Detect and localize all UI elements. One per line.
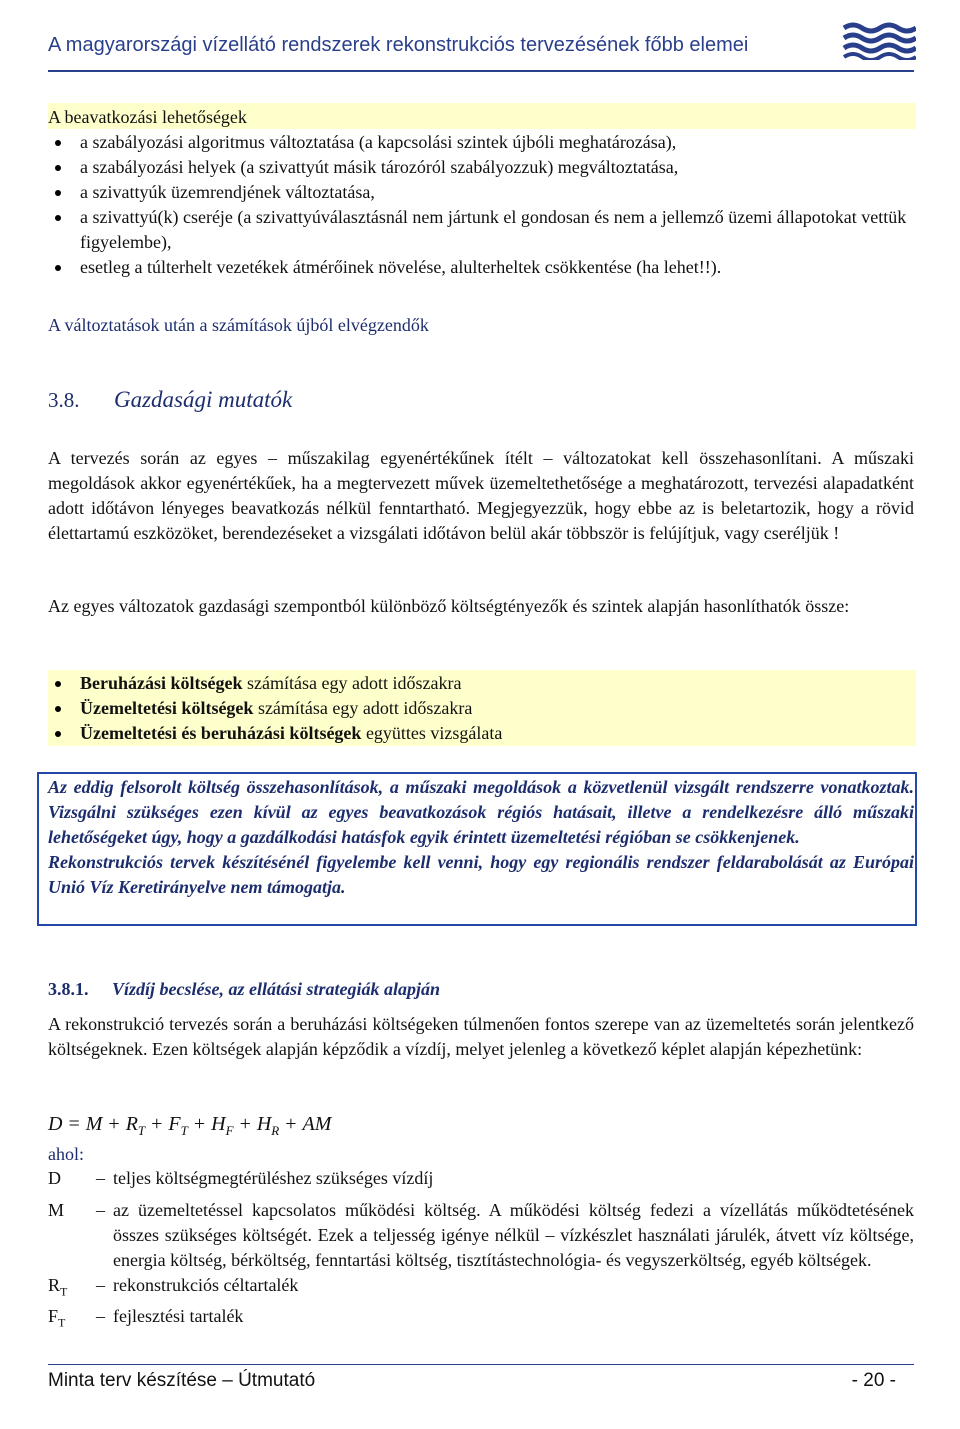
section-number: 3.8.: [48, 388, 80, 412]
list-item: Üzemeltetési és beruházási költségek együttes vizsgálata: [48, 721, 914, 746]
page-header-title: A magyarországi vízellátó rendszerek rekonstrukciós tervezésének főbb elemei: [48, 34, 749, 56]
list-item: esetleg a túlterhelt vezetékek átmérőinek növelése, alulterheltek csökkentése (ha lehet!!).: [48, 255, 914, 280]
section-paragraph-2: Az egyes változatok gazdasági szempontból különböző költségtényezők és szintek alapján hasonlíthatók össze:: [48, 596, 850, 616]
definition-row: M – az üzemeltetéssel kapcsolatos működési költség. A működési költség fedezi a vízellátás működtetésének összes szükséges költségét. Ezek a teljesség igénye nélkül – vízkészlet használati járulék, átvett víz költsége, energia költség, bérköltség, fenntartási költség, tisztítástechnológia- és vegyszerköltség, egyéb költségek.: [48, 1199, 914, 1270]
footer-title: Minta terv készítése – Útmutató: [48, 1370, 316, 1391]
section-heading: [48, 385, 292, 415]
list-item: a szabályozási helyek (a szivattyút másik tározóról szabályozzuk) megváltoztatása,: [48, 155, 914, 180]
subsection-paragraph: A rekonstrukció tervezés során a beruházási költségeken túlmenően fontos szerepe van az üzemeltetés során jelentkező költségeknek. Ezen költségek alapján képződik a vízdíj, melyet jelenleg a következő képlet alapján képezhetünk:: [48, 1014, 914, 1059]
section-paragraph-1: A tervezés során az egyes – műszakilag egyenértékűnek ítélt – változatokat kell összehasonlítani. A műszaki megoldások akkor egyenértékűek, ha a megtervezett művek üzemeltethetősége a meghatározott, tervezési alapadatként adott időtávon lényeges beavatkozás nélkül fenntartható. Megjegyezzük, hogy ebbe az is beletartozik, hogy a rövid élettartamú eszközöket, berendezéseket a vizsgálati időtávon belül akár többször is felújítjuk, vagy cseréljük !: [48, 448, 914, 543]
water-fee-formula: $D = M + R_T + F_T + H_F + H_R$ + AM: [48, 1113, 332, 1138]
list-item: a szivattyú(k) cseréje (a szivattyúválasztásnál nem jártunk el gondosan és nem a jellemző üzemi állapotokat vettük figyelembe),: [48, 205, 914, 255]
recalculation-note: A változtatások után a számítások újból elvégzendők: [48, 315, 429, 335]
list-item: a szabályozási algoritmus változtatása (a kapcsolási szintek újbóli meghatározása),: [48, 130, 914, 155]
subsection-heading: [48, 977, 440, 1002]
where-label: ahol:: [48, 1144, 84, 1164]
intervention-list: [48, 130, 914, 280]
highlight-paragraph-1: Az eddig felsorolt költség összehasonlítások, a műszaki megoldások a közvetlenül vizsgált rendszerre vonatkoztak. Vizsgálni szükséges ezen kívül az egyes beavatkozások régiós hatásait, illetve a rendelkezésre álló műszaki lehetőségeket úgy, hogy a gazdálkodási hatásfok egyik érintett üzemeltetési régióban se csökkenjenek.: [48, 777, 914, 847]
page-number: - 20 -: [851, 1370, 896, 1391]
highlight-text: [48, 775, 914, 900]
waves-logo-icon: [842, 20, 916, 60]
highlight-paragraph-2: Rekonstrukciós tervek készítésénél figyelembe kell venni, hogy egy regionális rendszer feldarabolását az Európai Unió Víz Keretirányelve nem támogatja.: [48, 852, 914, 897]
section-title: Gazdasági mutatók: [114, 387, 293, 412]
cost-list: [48, 671, 914, 746]
subsection-title: Vízdíj becslése, az ellátási strategiák alapján: [112, 979, 440, 999]
definition-list: [48, 1166, 914, 1336]
footer-divider: [48, 1364, 914, 1365]
header-divider: [48, 70, 914, 72]
definition-row: D – teljes költségmegtérüléshez szükséges vízdíj: [48, 1168, 434, 1188]
list-item: a szivattyúk üzemrendjének változtatása,: [48, 180, 914, 205]
definition-row: $F_T$ – fejlesztési tartalék: [48, 1306, 244, 1330]
subsection-number: 3.8.1.: [48, 979, 89, 999]
intervention-intro: A beavatkozási lehetőségek: [48, 107, 247, 127]
definition-row: $R_T$ – rekonstrukciós céltartalék: [48, 1274, 299, 1299]
list-item: Beruházási költségek számítása egy adott időszakra: [48, 671, 914, 696]
list-item: Üzemeltetési költségek számítása egy adott időszakra: [48, 696, 914, 721]
